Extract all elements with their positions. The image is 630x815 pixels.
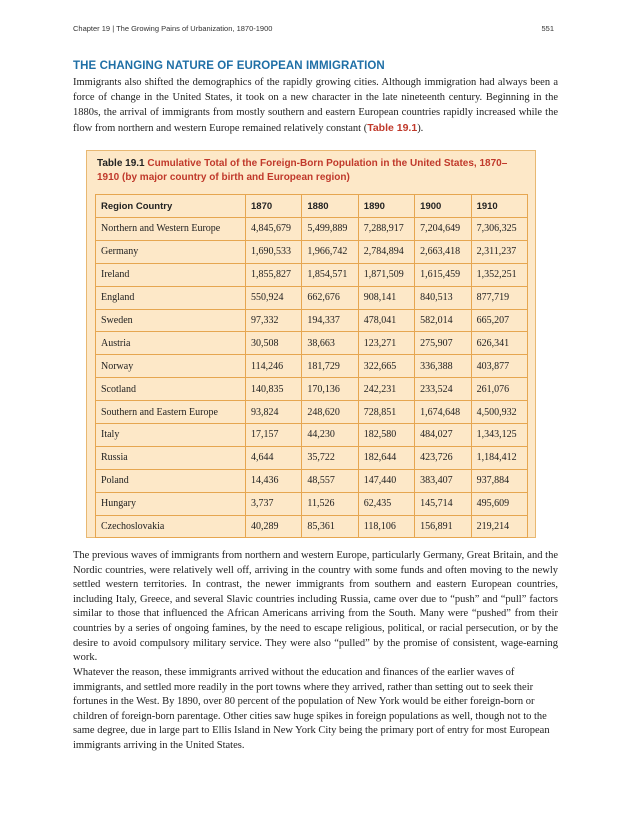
- value-cell: 877,719: [471, 286, 527, 309]
- table-row: [96, 263, 528, 286]
- value-cell: 2,663,418: [415, 240, 471, 263]
- value-cell: 85,361: [302, 515, 358, 538]
- table-row: [96, 378, 528, 401]
- table-caption: [97, 157, 517, 185]
- value-cell: 322,665: [358, 355, 414, 378]
- value-cell: 1,854,571: [302, 263, 358, 286]
- value-cell: 11,526: [302, 492, 358, 515]
- value-cell: 123,271: [358, 332, 414, 355]
- chapter-title: Chapter 19 | The Growing Pains of Urbanization, 1870-1900: [73, 24, 273, 33]
- value-cell: 248,620: [302, 401, 358, 424]
- value-cell: 182,644: [358, 446, 414, 469]
- value-cell: 423,726: [415, 446, 471, 469]
- section-title: THE CHANGING NATURE OF EUROPEAN IMMIGRATION: [73, 60, 385, 72]
- value-cell: 4,500,932: [471, 401, 527, 424]
- value-cell: 1,615,459: [415, 263, 471, 286]
- value-cell: 14,436: [246, 469, 302, 492]
- value-cell: 97,332: [246, 309, 302, 332]
- table-reference-link[interactable]: Table 19.1: [367, 121, 418, 134]
- region-cell: Scotland: [96, 378, 246, 401]
- value-cell: 261,076: [471, 378, 527, 401]
- table-header-row: [96, 195, 528, 218]
- value-cell: 38,663: [302, 332, 358, 355]
- value-cell: 1,184,412: [471, 446, 527, 469]
- value-cell: 182,580: [358, 424, 414, 447]
- value-cell: 478,041: [358, 309, 414, 332]
- region-cell: Russia: [96, 446, 246, 469]
- table-row: [96, 355, 528, 378]
- region-cell: Southern and Eastern Europe: [96, 401, 246, 424]
- region-cell: Ireland: [96, 263, 246, 286]
- value-cell: 4,644: [246, 446, 302, 469]
- header-cell: 1880: [302, 195, 358, 218]
- value-cell: 495,609: [471, 492, 527, 515]
- region-cell: Germany: [96, 240, 246, 263]
- value-cell: 484,027: [415, 424, 471, 447]
- value-cell: 93,824: [246, 401, 302, 424]
- value-cell: 194,337: [302, 309, 358, 332]
- region-cell: Italy: [96, 424, 246, 447]
- value-cell: 147,440: [358, 469, 414, 492]
- value-cell: 582,014: [415, 309, 471, 332]
- table-row: [96, 492, 528, 515]
- region-cell: Hungary: [96, 492, 246, 515]
- table-row: [96, 515, 528, 538]
- table-row: [96, 446, 528, 469]
- intro-paragraph: [73, 75, 558, 136]
- header-cell: 1890: [358, 195, 414, 218]
- table-label: Table 19.1: [97, 158, 145, 169]
- value-cell: 336,388: [415, 355, 471, 378]
- table-row: [96, 401, 528, 424]
- value-cell: 170,136: [302, 378, 358, 401]
- value-cell: 140,835: [246, 378, 302, 401]
- value-cell: 17,157: [246, 424, 302, 447]
- value-cell: 5,499,889: [302, 218, 358, 241]
- value-cell: 550,924: [246, 286, 302, 309]
- value-cell: 1,855,827: [246, 263, 302, 286]
- region-cell: Poland: [96, 469, 246, 492]
- table-row: [96, 240, 528, 263]
- table-row: [96, 309, 528, 332]
- value-cell: 1,966,742: [302, 240, 358, 263]
- intro-text: Immigrants also shifted the demographics of the rapidly growing cities. Although immigration had always been a force of change in the United States, it took on a new character in the late nineteenth century. Beginning in the 1880s, the arrival of immigrants from mostly southern and eastern European countries rapidly increased while the flow from northern and western Europe remained relatively constant (: [73, 77, 558, 134]
- header-cell: 1900: [415, 195, 471, 218]
- value-cell: 840,513: [415, 286, 471, 309]
- region-cell: England: [96, 286, 246, 309]
- value-cell: 48,557: [302, 469, 358, 492]
- value-cell: 728,851: [358, 401, 414, 424]
- table-row: [96, 424, 528, 447]
- value-cell: 145,714: [415, 492, 471, 515]
- body-paragraph-2: The previous waves of immigrants from northern and western Europe, particularly Germany, Great Britain, and the Nordic countries, were relatively well off, arriving in the country with some funds and often moving to the newly settled western territories. In contrast, the newer immigrants from southern and eastern European countries, including Italy, Greece, and several Slavic countries including Russia, came over due to “push” and “pull” factors similar to those that influenced the African Americans arriving from the South. Many were “pushed” from their countries by a series of ongoing famines, by the need to escape religious, political, or racial persecution, or by the desire to avoid compulsory military service. They were also “pulled” by the promise of consistent, wage-earning work.: [73, 550, 558, 664]
- value-cell: 156,891: [415, 515, 471, 538]
- value-cell: 937,884: [471, 469, 527, 492]
- value-cell: 30,508: [246, 332, 302, 355]
- table-row: [96, 469, 528, 492]
- region-cell: Czechoslovakia: [96, 515, 246, 538]
- region-cell: Austria: [96, 332, 246, 355]
- value-cell: 40,289: [246, 515, 302, 538]
- value-cell: 1,674,648: [415, 401, 471, 424]
- page-number: 551: [541, 24, 554, 33]
- table-row: [96, 332, 528, 355]
- value-cell: 383,407: [415, 469, 471, 492]
- value-cell: 2,311,237: [471, 240, 527, 263]
- region-cell: Northern and Western Europe: [96, 218, 246, 241]
- region-cell: Norway: [96, 355, 246, 378]
- value-cell: 1,871,509: [358, 263, 414, 286]
- value-cell: 1,343,125: [471, 424, 527, 447]
- value-cell: 626,341: [471, 332, 527, 355]
- value-cell: 403,877: [471, 355, 527, 378]
- value-cell: 242,231: [358, 378, 414, 401]
- value-cell: 4,845,679: [246, 218, 302, 241]
- value-cell: 3,737: [246, 492, 302, 515]
- value-cell: 662,676: [302, 286, 358, 309]
- value-cell: 233,524: [415, 378, 471, 401]
- foreign-born-population-table: [95, 194, 528, 538]
- table-caption-text: Cumulative Total of the Foreign-Born Population in the United States, 1870–1910 (by major country of birth and European region): [97, 158, 508, 183]
- value-cell: 62,435: [358, 492, 414, 515]
- value-cell: 665,207: [471, 309, 527, 332]
- value-cell: 114,246: [246, 355, 302, 378]
- value-cell: 7,204,649: [415, 218, 471, 241]
- table-container: [86, 150, 536, 538]
- value-cell: 1,352,251: [471, 263, 527, 286]
- value-cell: 1,690,533: [246, 240, 302, 263]
- table-row: [96, 218, 528, 241]
- body-paragraph-3: Whatever the reason, these immigrants arrived without the education and finances of the earlier waves of immigrants, and settled more readily in the port towns where they arrived, rather than setting out to seek their fortunes in the West. By 1890, over 80 percent of the population of New York would be either foreign-born or children of foreign-born parentage. Other cities saw huge spikes in foreign populations as well, though not to the same degree, due in large part to Ellis Island in New York City being the primary port of entry for most European immigrants arriving in the United States.: [73, 667, 550, 751]
- value-cell: 275,907: [415, 332, 471, 355]
- intro-text-end: ).: [417, 122, 424, 134]
- value-cell: 908,141: [358, 286, 414, 309]
- header-cell: Region Country: [96, 195, 246, 218]
- value-cell: 7,306,325: [471, 218, 527, 241]
- value-cell: 219,214: [471, 515, 527, 538]
- value-cell: 181,729: [302, 355, 358, 378]
- value-cell: 35,722: [302, 446, 358, 469]
- table-row: [96, 286, 528, 309]
- value-cell: 118,106: [358, 515, 414, 538]
- page-header: [73, 24, 554, 33]
- value-cell: 2,784,894: [358, 240, 414, 263]
- value-cell: 7,288,917: [358, 218, 414, 241]
- value-cell: 44,230: [302, 424, 358, 447]
- header-cell: 1910: [471, 195, 527, 218]
- header-cell: 1870: [246, 195, 302, 218]
- region-cell: Sweden: [96, 309, 246, 332]
